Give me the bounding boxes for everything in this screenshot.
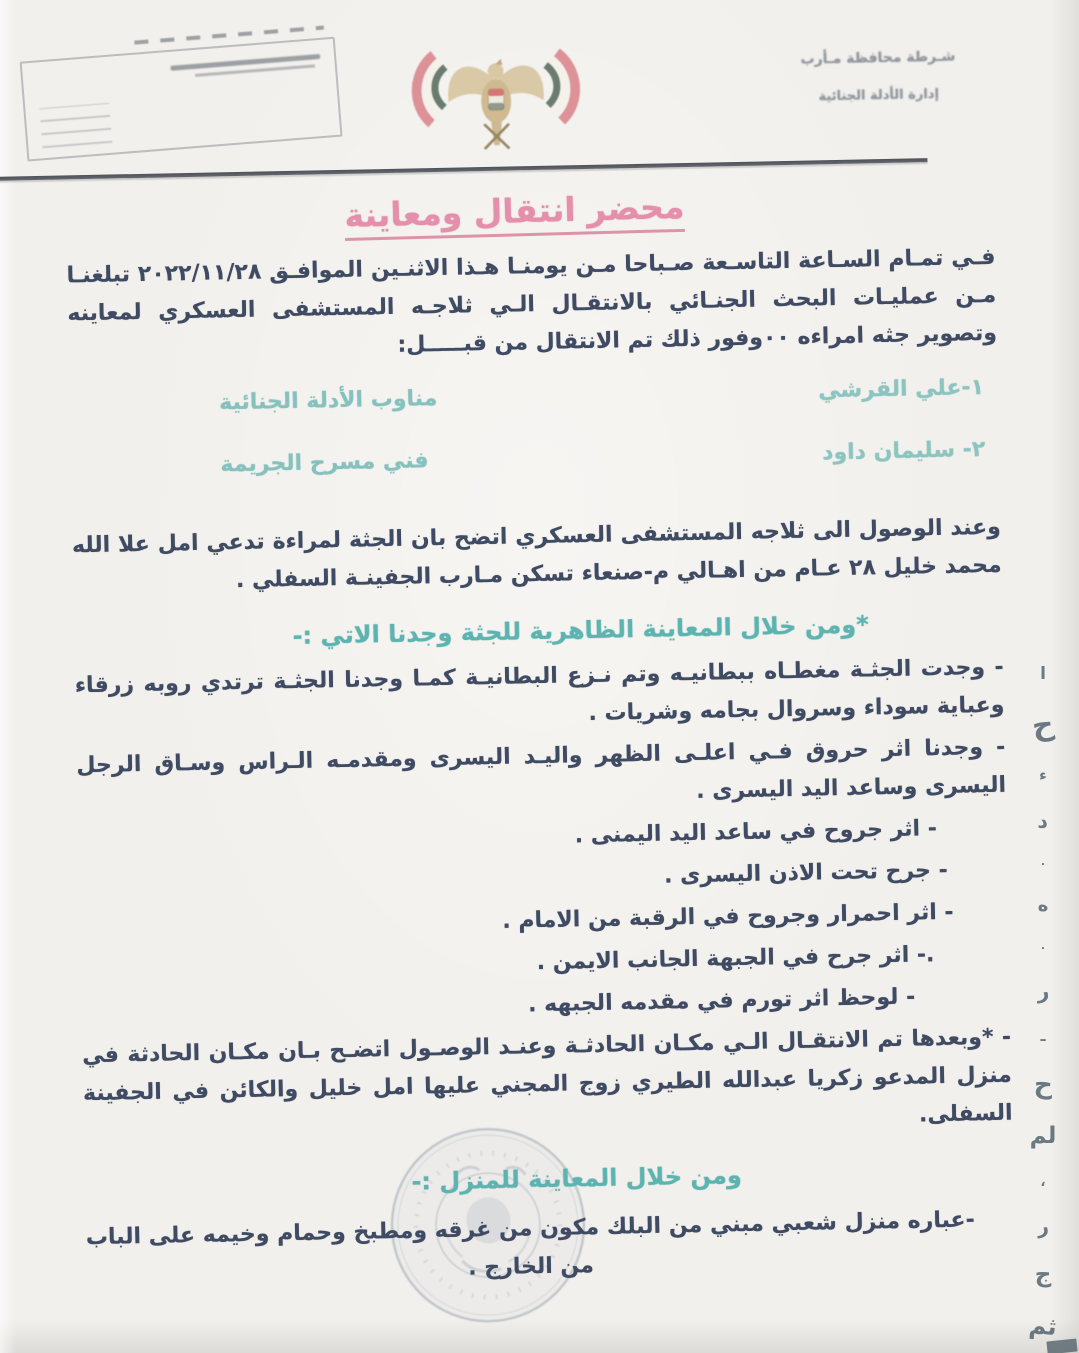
handwriting-mark: ر [1035, 978, 1051, 1003]
body-examination-heading: *ومن خلال المعاينة الظاهرية للجثة وجدنا الاتي :- [292, 610, 870, 650]
yemen-emblem-icon [397, 29, 596, 178]
handwriting-mark: ٠ [1039, 857, 1047, 870]
finding-item: - *وبعدها تم الانتقـال الـي مكـان الحادثـة وعنـد الوصـول اتضـح بـان مكـان الحادثة في منزل المدعو زكريا عبدالله الطيري زوج المجني عليها امل خليل والكائن في الجفينة السفلى. [81, 1024, 1013, 1128]
issuing-authority [800, 50, 956, 104]
title-row [65, 183, 965, 245]
handwriting-mark: ثم [1027, 1310, 1059, 1342]
attendee-role: مناوب الأدلة الجنائية [218, 386, 438, 416]
house-inspection-heading: ومن خلال المعاينة للمنزل :- [411, 1161, 743, 1196]
findings-list [74, 649, 1013, 1152]
handwriting-mark: لم [1029, 1123, 1057, 1149]
house-description-paragraph: -عباره منزل شعبي مبني من البلك مكون من غرقه ومطبخ وحمام وخيمه على الباب من الخارج . [85, 1207, 975, 1281]
finding-item: - جرح تحت الاذن اليسرى . [663, 857, 948, 889]
finding-item: - اثر احمرار وجروح في الرقبة من الامام . [502, 899, 954, 934]
handwriting-mark: ر [1035, 1213, 1051, 1239]
attendee-role: فني مسرح الجريمة [220, 448, 429, 478]
handwriting-scribble [134, 26, 324, 45]
authority-line2: إدارة الأدلة الجنائية [818, 86, 940, 105]
handwriting-mark: ج [1034, 1261, 1052, 1288]
document-title: محضر انتقال ومعاينة [344, 188, 685, 241]
arrival-paragraph: وعند الوصول الى ثلاجه المستشفى العسكري اتضح بان الجثة لمراءة تدعي امل علا الله محمد خليل ٢٨ عـام من اهـالي م-صنعاء تسكن مـارب الجفينـة السفلي . [71, 514, 1002, 594]
handwriting-mark: ، [1040, 1174, 1046, 1190]
handwriting-mark: ه [1037, 894, 1049, 916]
margin-handwriting-notes [1017, 664, 1069, 1342]
finding-item: - وجدنا اثر حروق فـي اعلـى الظهر واليـد اليسرى ومقدمـه الـراس وسـاق الرجل اليسرى وساعد اليد اليسرى . [76, 734, 1007, 804]
attendees-list [69, 369, 1000, 512]
receipt-stamp-box [20, 37, 343, 162]
authority-line1: شـرطة محافظة مـأرب [800, 48, 956, 68]
handwriting-mark: ـ [1040, 1027, 1046, 1045]
handwriting-mark: ح [1029, 706, 1057, 744]
attendee-name: ١-علي القرشي [818, 375, 985, 404]
document-header [61, 0, 993, 191]
handwriting-mark: ٠ [1039, 941, 1047, 954]
intro-paragraph: فـي تمـام السـاعة التاسـعة صـباحا مـن يومنـا هـذا الاثنـين الموافـق ٢٠٢٢/١١/٢٨ تبلغنـا مـن عمليـات البحث الجنـائي بالانتقـال الـي ثلاجـه المستشفى العسكري لمعاينه وتصوير جثه امراءه ٠٠وفور ذلك تم الانتقال من قبـــــل: [66, 244, 998, 358]
corner-ink-mark [1046, 1338, 1077, 1353]
attendee-name: ٢- سليمان داود [821, 437, 986, 466]
finding-item: - وجدت الجثـة مغطـاه ببطانيـه وتم نـزع البطانيـة كمـا وجدنا الجثـة ترتدي روبه زرقاء وعباية سوداء وسروال بجامه وشريات . [74, 654, 1005, 727]
finding-item: .- اثر جرح في الجبهة الجانب الايمن . [536, 942, 935, 976]
handwriting-mark: ا [1040, 664, 1046, 684]
handwriting-mark: ح [1032, 1068, 1054, 1101]
faint-handwriting-marks [39, 103, 112, 148]
finding-item: - لوحظ اثر تورم في مقدمه الجبهه . [527, 984, 916, 1018]
handwriting-mark: د [1036, 808, 1050, 833]
handwriting-mark: ء [1039, 766, 1047, 784]
finding-item: - اثر جروح في ساعد اليد اليمنى . [574, 816, 938, 849]
